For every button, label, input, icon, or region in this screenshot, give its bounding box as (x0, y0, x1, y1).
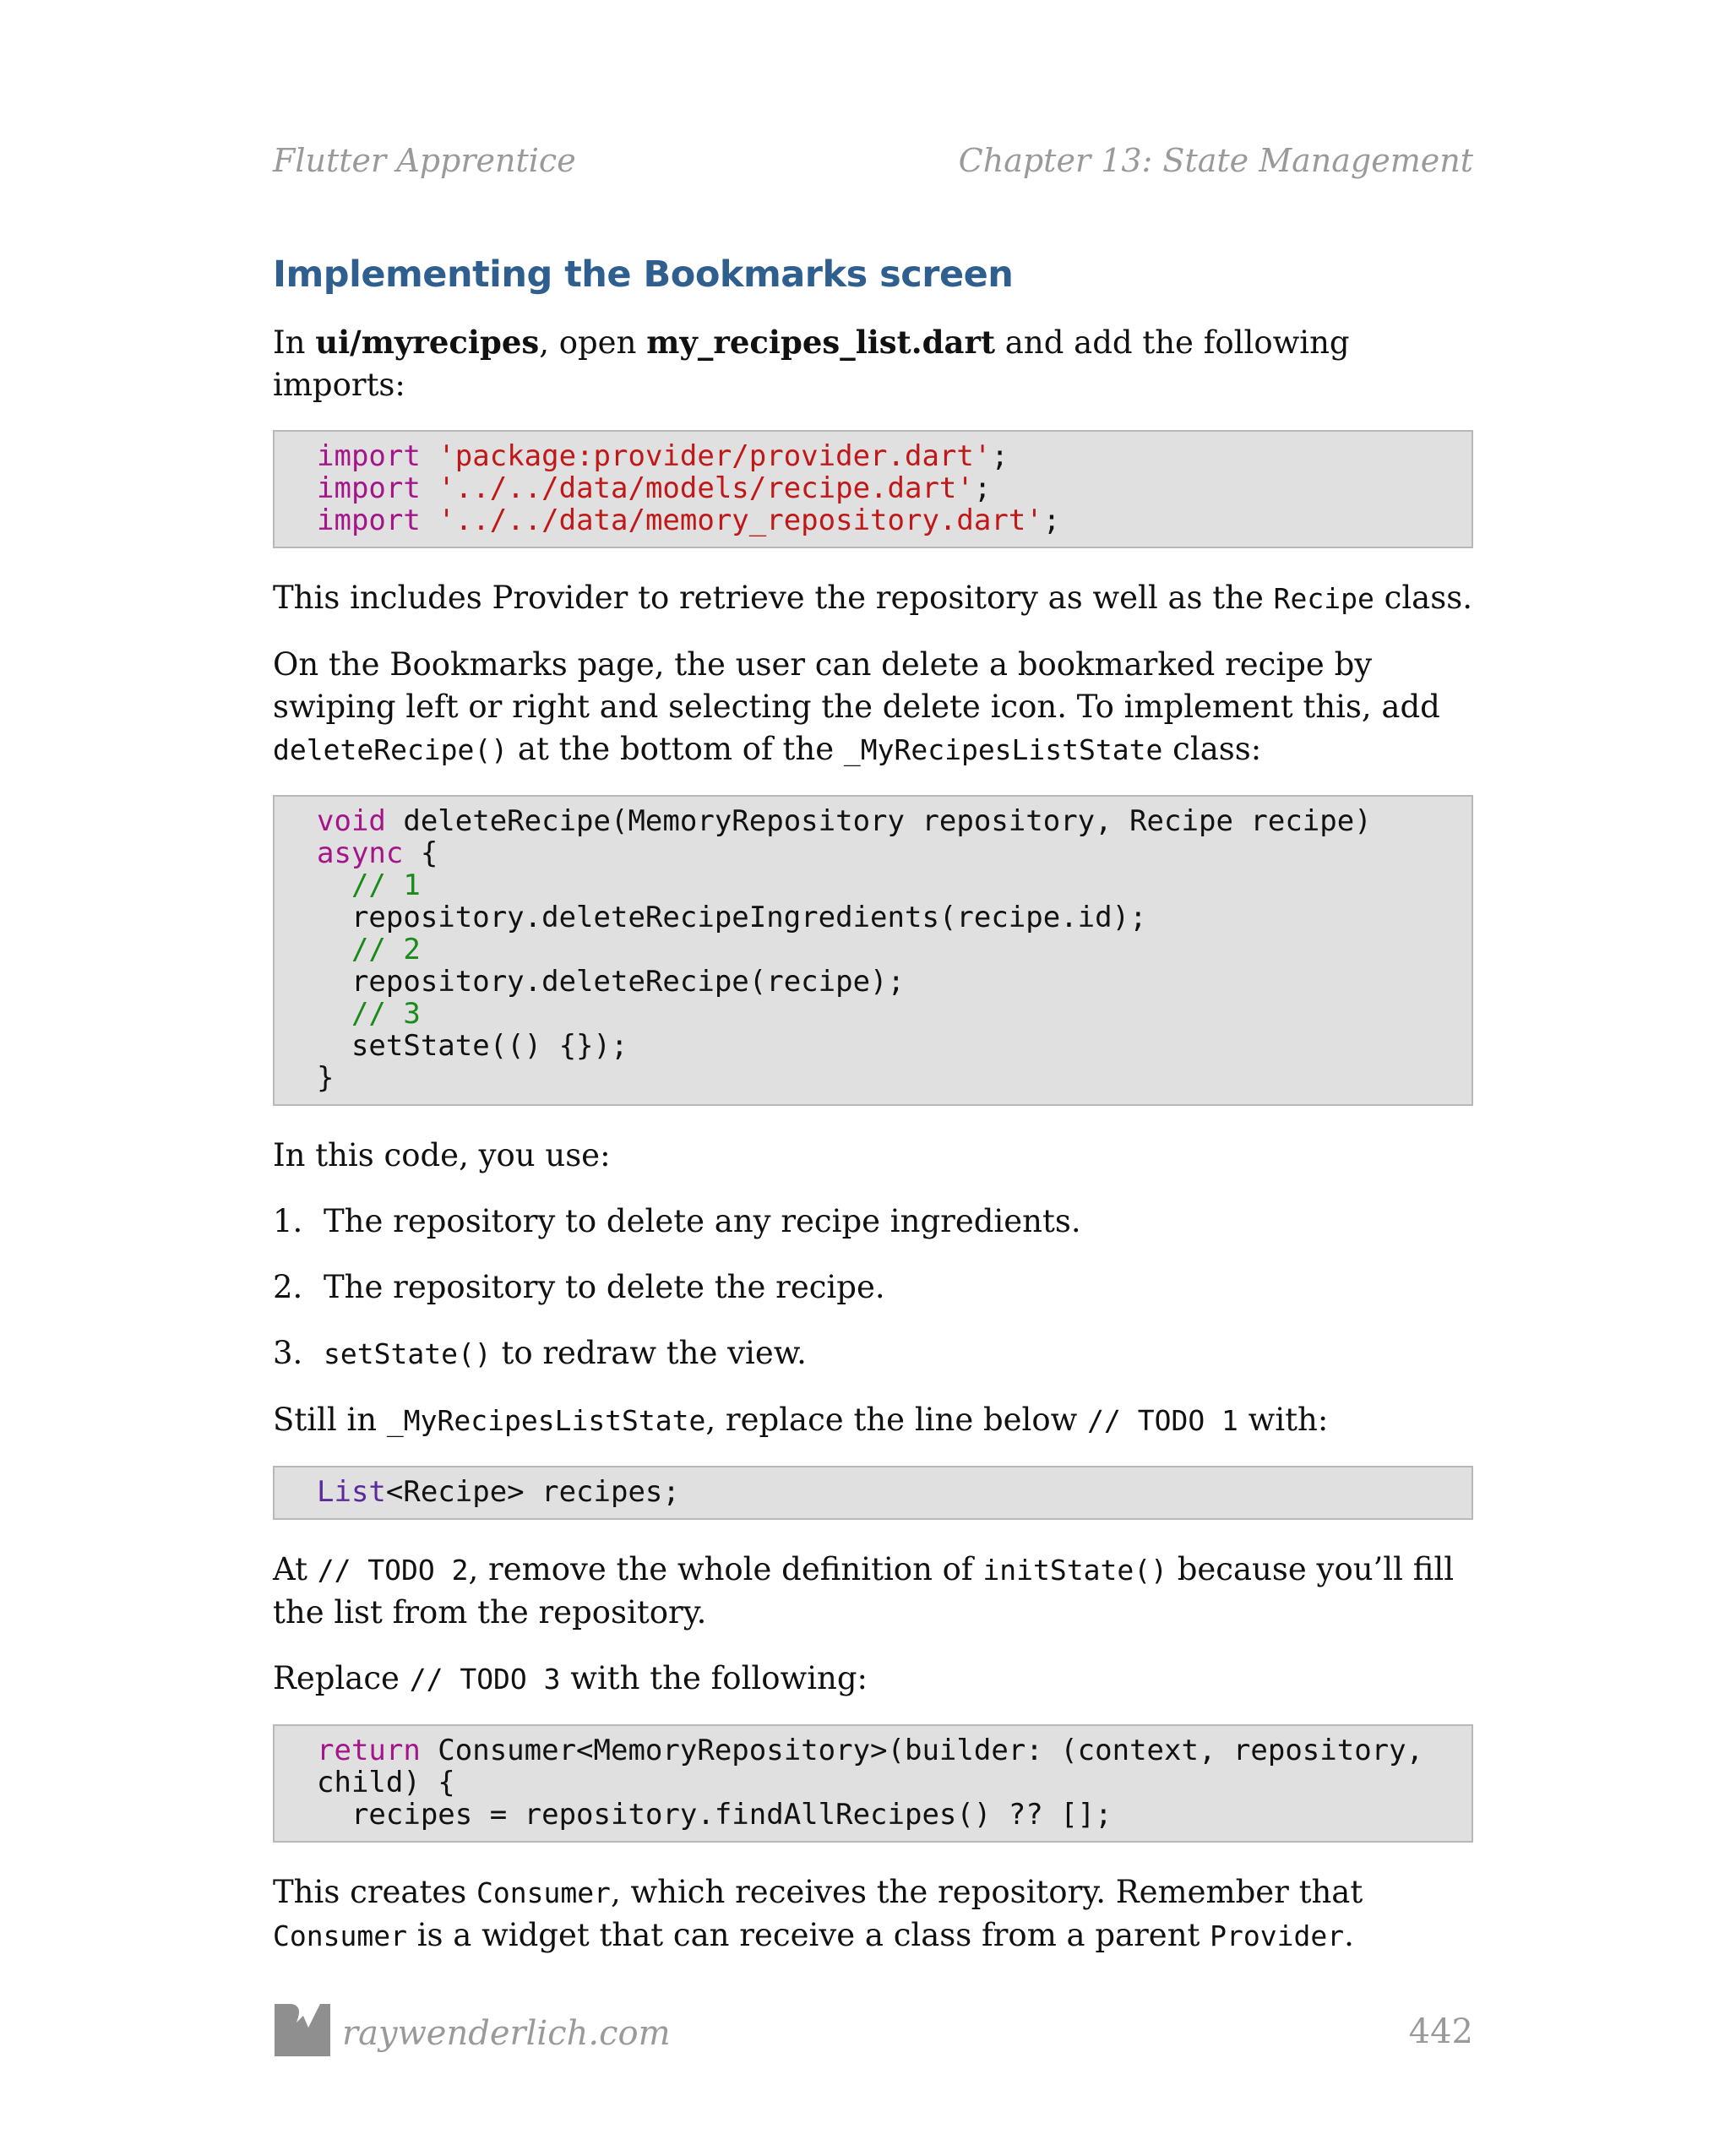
page-number: 442 (1408, 2012, 1473, 2051)
paragraph-replace-todo-1: Still in _MyRecipesListState, replace the line below // TODO 1 with: (273, 1402, 1329, 1438)
book-title: Flutter Apprentice (273, 142, 576, 179)
code-block-delete-recipe: void deleteRecipe(MemoryRepository repository, Recipe recipe) async { // 1 repository.deleteRecipeIngredients(recipe.id); // 2 repository.deleteRecipe(recipe); // 3 setState(() {}); } (273, 795, 1473, 1106)
numbered-list (273, 1200, 1473, 1375)
paragraph-open-file: In ui/myrecipes, open my_recipes_list.dart and add the following imports: (273, 324, 1350, 403)
paragraph-in-this-code: In this code, you use: (273, 1137, 611, 1173)
chapter-title: Chapter 13: State Management (958, 142, 1473, 179)
paragraph-delete-recipe: On the Bookmarks page, the user can delete a bookmarked recipe by swiping left or right and selecting the delete icon. To implement this, add deleteRecipe() at the bottom of the _MyRecipesListState class: (273, 646, 1440, 767)
paragraph-todo-3: Replace // TODO 3 with the following: (273, 1660, 868, 1696)
paragraph-consumer: This creates Consumer, which receives the repository. Remember that Consumer is a widget that can receive a class from a parent Provider. (273, 1874, 1363, 1953)
page-content (273, 253, 1473, 1981)
paragraph-includes-provider: This includes Provider to retrieve the repository as well as the Recipe class. (273, 580, 1472, 616)
code-block-imports: import 'package:provider/provider.dart'; import '../../data/models/recipe.dart'; import '../../data/memory_repository.dart'; (273, 430, 1473, 548)
section-title: Implementing the Bookmarks screen (273, 253, 1014, 296)
list-item: 3. setState() to redraw the view. (273, 1335, 807, 1371)
paragraph-todo-2: At // TODO 2, remove the whole definition of initState() because you’ll fill the list from the repository. (273, 1551, 1455, 1631)
list-item: 2. The repository to delete the recipe. (273, 1269, 885, 1305)
footer-site: raywenderlich.com (342, 2014, 671, 2053)
list-item: 1. The repository to delete any recipe ingredients. (273, 1203, 1081, 1239)
raywenderlich-logo-icon (273, 1999, 332, 2058)
code-block-consumer: return Consumer<MemoryRepository>(builder: (context, repository, child) { recipes = repository.findAllRecipes() ?? []; (273, 1724, 1473, 1843)
code-block-recipes-list: List<Recipe> recipes; (273, 1466, 1473, 1520)
